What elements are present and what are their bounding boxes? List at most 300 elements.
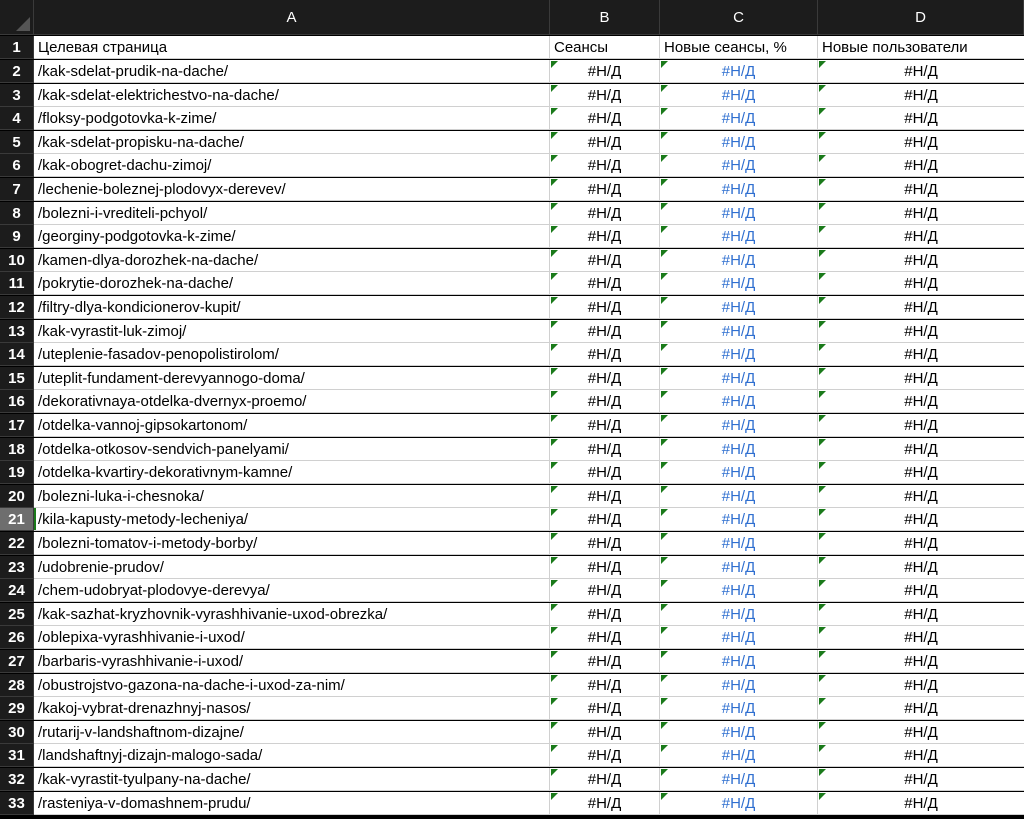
cell-new-sessions[interactable] xyxy=(660,60,818,83)
row-number[interactable]: 33 xyxy=(0,792,34,815)
cell-landing-page[interactable]: /udobrenie-prudov/ xyxy=(34,556,550,579)
cell-new-sessions-value: #Н/Д xyxy=(721,558,756,576)
cell-new-users[interactable] xyxy=(818,296,1024,319)
comment-marker-icon xyxy=(661,155,668,162)
cell-sessions[interactable] xyxy=(550,461,660,484)
row-number[interactable]: 24 xyxy=(0,579,34,602)
comment-marker-icon xyxy=(551,108,558,115)
cell-landing-page[interactable]: /kila-kapusty-metody-lecheniya/ xyxy=(34,508,550,531)
cell-sessions[interactable] xyxy=(550,107,660,130)
cell-new-sessions[interactable] xyxy=(660,744,818,767)
cell-new-users-value: #Н/Д xyxy=(904,700,938,718)
cell-new-sessions-value: #Н/Д xyxy=(721,653,756,670)
comment-marker-icon xyxy=(661,580,668,587)
cell-new-users[interactable] xyxy=(818,438,1024,461)
comment-marker-icon xyxy=(819,415,826,422)
cell-new-users[interactable] xyxy=(818,579,1024,602)
cell-new-users[interactable] xyxy=(818,390,1024,413)
cell-landing-page[interactable]: /uteplenie-fasadov-penopolistirolom/ xyxy=(34,343,550,366)
comment-marker-icon xyxy=(661,415,668,422)
comment-marker-icon xyxy=(551,391,558,398)
comment-marker-icon xyxy=(819,769,826,776)
row-number[interactable]: 17 xyxy=(0,414,34,437)
row-number[interactable]: 7 xyxy=(0,178,34,201)
column-header-d[interactable]: D xyxy=(818,0,1024,35)
cell-landing-page[interactable]: /rutarij-v-landshaftnom-dizajne/ xyxy=(34,721,550,744)
comment-marker-icon xyxy=(819,462,826,469)
comment-marker-icon xyxy=(819,273,826,280)
cell-sessions[interactable] xyxy=(550,508,660,531)
row-number[interactable]: 23 xyxy=(0,556,34,579)
cell-new-sessions-value: #Н/Д xyxy=(721,157,756,175)
column-header-row xyxy=(0,0,1024,24)
cell-sessions[interactable] xyxy=(550,249,660,272)
table-row xyxy=(0,744,1024,768)
cell-sessions-value: #Н/Д xyxy=(587,700,622,718)
table-row xyxy=(0,178,1024,202)
cell-sessions[interactable] xyxy=(550,225,660,248)
cell-sessions[interactable] xyxy=(550,579,660,602)
cell-sessions[interactable] xyxy=(550,343,660,366)
table-row xyxy=(0,272,1024,296)
cell-header-d-text: Новые пользователи xyxy=(822,39,968,56)
cell-new-sessions[interactable] xyxy=(660,202,818,225)
cell-sessions[interactable] xyxy=(550,202,660,225)
cell-new-sessions[interactable] xyxy=(660,320,818,343)
row-number[interactable]: 27 xyxy=(0,650,34,673)
cell-new-users[interactable] xyxy=(818,178,1024,201)
comment-marker-icon xyxy=(819,155,826,162)
comment-marker-icon xyxy=(551,486,558,493)
cell-landing-page[interactable]: /filtry-dlya-kondicionerov-kupit/ xyxy=(34,296,550,319)
comment-marker-icon xyxy=(551,557,558,564)
column-header-c[interactable]: C xyxy=(660,0,818,35)
cell-new-sessions[interactable] xyxy=(660,697,818,720)
row-number[interactable]: 31 xyxy=(0,744,34,767)
comment-marker-icon xyxy=(819,108,826,115)
cell-sessions[interactable] xyxy=(550,320,660,343)
row-number[interactable]: 2 xyxy=(0,60,34,83)
comment-marker-icon xyxy=(661,368,668,375)
cell-new-users-value: #Н/Д xyxy=(904,251,938,269)
cell-sessions[interactable] xyxy=(550,768,660,791)
cell-new-users[interactable] xyxy=(818,744,1024,767)
table-row xyxy=(0,650,1024,674)
cell-new-users[interactable] xyxy=(818,367,1024,390)
cell-sessions[interactable] xyxy=(550,272,660,295)
cell-new-sessions[interactable] xyxy=(660,626,818,649)
cell-new-sessions-value: #Н/Д xyxy=(721,393,756,411)
cell-new-users[interactable] xyxy=(818,131,1024,154)
cell-new-users[interactable] xyxy=(818,532,1024,555)
cell-new-sessions-value: #Н/Д xyxy=(721,440,756,458)
cell-new-users[interactable] xyxy=(818,485,1024,508)
cell-landing-page[interactable]: /oblepixa-vyrashhivanie-i-uxod/ xyxy=(34,626,550,649)
cell-sessions-value: #Н/Д xyxy=(587,417,622,434)
comment-marker-icon xyxy=(819,250,826,257)
cell-header-a[interactable]: Целевая страница xyxy=(34,36,550,59)
comment-marker-icon xyxy=(551,462,558,469)
cell-landing-page[interactable]: /bolezni-i-vrediteli-pchyol/ xyxy=(34,202,550,225)
cell-sessions[interactable] xyxy=(550,84,660,107)
comment-marker-icon xyxy=(661,203,668,210)
cell-new-sessions-value: #Н/Д xyxy=(721,535,756,552)
cell-sessions[interactable] xyxy=(550,390,660,413)
comment-marker-icon xyxy=(551,321,558,328)
cell-sessions-value: #Н/Д xyxy=(587,511,622,529)
table-row xyxy=(0,249,1024,273)
cell-sessions[interactable] xyxy=(550,674,660,697)
cell-new-sessions[interactable] xyxy=(660,249,818,272)
cell-landing-page[interactable]: /bolezni-luka-i-chesnoka/ xyxy=(34,485,550,508)
comment-marker-icon xyxy=(551,250,558,257)
cell-new-sessions-value: #Н/Д xyxy=(721,700,756,718)
comment-marker-icon xyxy=(661,745,668,752)
comment-marker-icon xyxy=(661,273,668,280)
cell-sessions-value: #Н/Д xyxy=(587,393,622,411)
cell-new-users-value: #Н/Д xyxy=(904,723,938,741)
cell-sessions-value: #Н/Д xyxy=(587,181,622,198)
cell-new-sessions[interactable] xyxy=(660,650,818,673)
row-number[interactable]: 5 xyxy=(0,131,34,154)
cell-header-c-text: Новые сеансы, % xyxy=(664,39,787,56)
cell-new-sessions[interactable] xyxy=(660,414,818,437)
cell-new-users[interactable] xyxy=(818,154,1024,177)
cell-sessions-value: #Н/Д xyxy=(587,275,622,293)
cell-new-sessions[interactable] xyxy=(660,792,818,815)
cell-new-users[interactable] xyxy=(818,697,1024,720)
cell-landing-page[interactable]: /kak-vyrastit-luk-zimoj/ xyxy=(34,320,550,343)
cell-new-users-value: #Н/Д xyxy=(904,275,938,293)
cell-landing-page[interactable]: /chem-udobryat-plodovye-derevya/ xyxy=(34,579,550,602)
cell-landing-page[interactable]: /georginy-podgotovka-k-zime/ xyxy=(34,225,550,248)
row-number[interactable]: 6 xyxy=(0,154,34,177)
cell-new-sessions[interactable] xyxy=(660,508,818,531)
row-number[interactable]: 28 xyxy=(0,674,34,697)
comment-marker-icon xyxy=(661,250,668,257)
table-row xyxy=(0,438,1024,462)
comment-marker-icon xyxy=(551,604,558,611)
cell-landing-page[interactable]: /floksy-podgotovka-k-zime/ xyxy=(34,107,550,130)
cell-sessions[interactable] xyxy=(550,721,660,744)
cell-sessions-value: #Н/Д xyxy=(587,157,622,175)
cell-new-users[interactable] xyxy=(818,626,1024,649)
cell-new-users-value: #Н/Д xyxy=(904,228,938,246)
row-number[interactable]: 11 xyxy=(0,272,34,295)
cell-new-sessions[interactable] xyxy=(660,225,818,248)
cell-sessions[interactable] xyxy=(550,367,660,390)
cell-new-sessions[interactable] xyxy=(660,438,818,461)
cell-new-users[interactable] xyxy=(818,650,1024,673)
comment-marker-icon xyxy=(819,580,826,587)
cell-new-users[interactable] xyxy=(818,414,1024,437)
comment-marker-icon xyxy=(819,368,826,375)
row-number[interactable]: 13 xyxy=(0,320,34,343)
comment-marker-icon xyxy=(551,698,558,705)
cell-sessions[interactable] xyxy=(550,792,660,815)
column-header-a[interactable]: A xyxy=(34,0,550,35)
comment-marker-icon xyxy=(551,203,558,210)
comment-marker-icon xyxy=(661,509,668,516)
row-number[interactable]: 18 xyxy=(0,438,34,461)
row-number[interactable]: 16 xyxy=(0,390,34,413)
cell-new-users-value: #Н/Д xyxy=(904,110,938,128)
cell-new-users[interactable] xyxy=(818,721,1024,744)
row-number[interactable]: 12 xyxy=(0,296,34,319)
table-row xyxy=(0,131,1024,155)
row-number[interactable]: 1 xyxy=(0,36,34,59)
cell-sessions[interactable] xyxy=(550,650,660,673)
cell-sessions[interactable] xyxy=(550,744,660,767)
row-number[interactable]: 10 xyxy=(0,249,34,272)
comment-marker-icon xyxy=(551,226,558,233)
row-number[interactable]: 9 xyxy=(0,225,34,248)
comment-marker-icon xyxy=(819,132,826,139)
row-number[interactable]: 8 xyxy=(0,202,34,225)
comment-marker-icon xyxy=(819,533,826,540)
cell-new-users[interactable] xyxy=(818,792,1024,815)
row-number[interactable]: 25 xyxy=(0,603,34,626)
cell-new-users-value: #Н/Д xyxy=(904,204,938,222)
comment-marker-icon xyxy=(551,85,558,92)
row-number[interactable]: 19 xyxy=(0,461,34,484)
cell-new-sessions[interactable] xyxy=(660,674,818,697)
cell-landing-page[interactable]: /otdelka-vannoj-gipsokartonom/ xyxy=(34,414,550,437)
cell-new-sessions[interactable] xyxy=(660,154,818,177)
comment-marker-icon xyxy=(661,297,668,304)
cell-landing-page[interactable]: /otdelka-kvartiry-dekorativnym-kamne/ xyxy=(34,461,550,484)
column-header-b[interactable]: B xyxy=(550,0,660,35)
cell-sessions[interactable] xyxy=(550,603,660,626)
cell-new-sessions-value: #Н/Д xyxy=(721,747,756,765)
table-row xyxy=(0,721,1024,745)
table-row xyxy=(0,485,1024,509)
cell-new-sessions[interactable] xyxy=(660,367,818,390)
comment-marker-icon xyxy=(551,439,558,446)
cell-landing-page[interactable]: /obustrojstvo-gazona-na-dache-i-uxod-za-nim/ xyxy=(34,674,550,697)
cell-new-users[interactable] xyxy=(818,320,1024,343)
cell-new-users[interactable] xyxy=(818,60,1024,83)
table-row xyxy=(0,532,1024,556)
cell-new-users[interactable] xyxy=(818,202,1024,225)
cell-sessions[interactable] xyxy=(550,414,660,437)
comment-marker-icon xyxy=(551,509,558,516)
select-all-corner[interactable] xyxy=(0,0,34,35)
cell-new-users-value: #Н/Д xyxy=(904,133,938,151)
comment-marker-icon xyxy=(551,155,558,162)
cell-new-users[interactable] xyxy=(818,556,1024,579)
cell-new-users-value: #Н/Д xyxy=(904,629,938,647)
cell-new-sessions-value: #Н/Д xyxy=(721,275,756,293)
comment-marker-icon xyxy=(551,415,558,422)
cell-landing-page[interactable]: /kak-sazhat-kryzhovnik-vyrashhivanie-uxod-obrezka/ xyxy=(34,603,550,626)
cell-landing-page[interactable]: /landshaftnyj-dizajn-malogo-sada/ xyxy=(34,744,550,767)
comment-marker-icon xyxy=(661,61,668,68)
cell-new-sessions[interactable] xyxy=(660,721,818,744)
cell-landing-page[interactable]: /lechenie-boleznej-plodovyx-derevev/ xyxy=(34,178,550,201)
cell-new-sessions[interactable] xyxy=(660,272,818,295)
comment-marker-icon xyxy=(819,698,826,705)
row-number[interactable]: 14 xyxy=(0,343,34,366)
cell-sessions[interactable] xyxy=(550,556,660,579)
cell-new-users[interactable] xyxy=(818,768,1024,791)
cell-new-sessions[interactable] xyxy=(660,131,818,154)
cell-landing-page[interactable]: /kak-sdelat-elektrichestvo-na-dache/ xyxy=(34,84,550,107)
row-number[interactable]: 30 xyxy=(0,721,34,744)
comment-marker-icon xyxy=(661,604,668,611)
cell-landing-page[interactable]: /otdelka-otkosov-sendvich-panelyami/ xyxy=(34,438,550,461)
comment-marker-icon xyxy=(661,486,668,493)
cell-sessions-value: #Н/Д xyxy=(587,228,622,246)
comment-marker-icon xyxy=(819,226,826,233)
comment-marker-icon xyxy=(661,557,668,564)
cell-sessions[interactable] xyxy=(550,60,660,83)
row-number[interactable]: 4 xyxy=(0,107,34,130)
cell-new-sessions[interactable] xyxy=(660,296,818,319)
cell-sessions-value: #Н/Д xyxy=(587,747,622,765)
cell-new-sessions-value: #Н/Д xyxy=(721,511,756,529)
table-row xyxy=(0,508,1024,532)
row-number[interactable]: 20 xyxy=(0,485,34,508)
cell-new-users[interactable] xyxy=(818,343,1024,366)
cell-header-b-text: Сеансы xyxy=(554,39,609,56)
row-number[interactable]: 32 xyxy=(0,768,34,791)
cell-landing-page[interactable]: /uteplit-fundament-derevyannogo-doma/ xyxy=(34,367,550,390)
table-row xyxy=(0,154,1024,178)
cell-new-users[interactable] xyxy=(818,107,1024,130)
cell-new-sessions-value: #Н/Д xyxy=(721,346,756,364)
cell-sessions-value: #Н/Д xyxy=(587,794,622,812)
cell-landing-page[interactable]: /barbaris-vyrashhivanie-i-uxod/ xyxy=(34,650,550,673)
table-row xyxy=(0,367,1024,391)
cell-header-b[interactable] xyxy=(550,36,660,59)
cell-new-sessions-value: #Н/Д xyxy=(721,369,756,387)
row-number[interactable]: 15 xyxy=(0,367,34,390)
cell-sessions[interactable] xyxy=(550,532,660,555)
cell-new-sessions[interactable] xyxy=(660,532,818,555)
row-number[interactable]: 21 xyxy=(0,508,34,531)
cell-new-sessions-value: #Н/Д xyxy=(721,629,756,647)
comment-marker-icon xyxy=(551,651,558,658)
cell-sessions-value: #Н/Д xyxy=(587,535,622,552)
cell-new-users[interactable] xyxy=(818,603,1024,626)
cell-new-users[interactable] xyxy=(818,461,1024,484)
cell-sessions[interactable] xyxy=(550,485,660,508)
row-number[interactable]: 29 xyxy=(0,697,34,720)
cell-landing-page[interactable]: /rasteniya-v-domashnem-prudu/ xyxy=(34,792,550,815)
cell-new-sessions[interactable] xyxy=(660,768,818,791)
cell-new-sessions[interactable] xyxy=(660,485,818,508)
cell-new-users[interactable] xyxy=(818,249,1024,272)
cell-new-users[interactable] xyxy=(818,508,1024,531)
comment-marker-icon xyxy=(551,297,558,304)
table-row xyxy=(0,626,1024,650)
comment-marker-icon xyxy=(661,722,668,729)
cell-sessions[interactable] xyxy=(550,154,660,177)
comment-marker-icon xyxy=(819,203,826,210)
comment-marker-icon xyxy=(819,651,826,658)
cell-new-users[interactable] xyxy=(818,225,1024,248)
cell-new-sessions-value: #Н/Д xyxy=(721,299,756,316)
cell-sessions[interactable] xyxy=(550,697,660,720)
cell-landing-page[interactable]: /bolezni-tomatov-i-metody-borby/ xyxy=(34,532,550,555)
table-row xyxy=(0,202,1024,226)
cell-new-sessions-value: #Н/Д xyxy=(721,86,756,104)
cell-new-sessions[interactable] xyxy=(660,343,818,366)
cell-new-sessions[interactable] xyxy=(660,84,818,107)
cell-new-sessions[interactable] xyxy=(660,556,818,579)
cell-new-sessions[interactable] xyxy=(660,579,818,602)
cell-sessions[interactable] xyxy=(550,296,660,319)
cell-new-users-value: #Н/Д xyxy=(904,511,938,529)
cell-new-sessions[interactable] xyxy=(660,390,818,413)
cell-sessions-value: #Н/Д xyxy=(587,322,622,340)
row-number[interactable]: 22 xyxy=(0,532,34,555)
cell-landing-page[interactable]: /kak-obogret-dachu-zimoj/ xyxy=(34,154,550,177)
comment-marker-icon xyxy=(661,132,668,139)
cell-landing-page[interactable]: /kakoj-vybrat-drenazhnyj-nasos/ xyxy=(34,697,550,720)
cell-landing-page[interactable]: /pokrytie-dorozhek-na-dache/ xyxy=(34,272,550,295)
cell-sessions-value: #Н/Д xyxy=(587,86,622,104)
cell-sessions-value: #Н/Д xyxy=(587,582,622,600)
table-row xyxy=(0,390,1024,414)
cell-landing-page[interactable]: /kamen-dlya-dorozhek-na-dache/ xyxy=(34,249,550,272)
cell-landing-page[interactable]: /dekorativnaya-otdelka-dvernyx-proemo/ xyxy=(34,390,550,413)
row-number[interactable]: 3 xyxy=(0,84,34,107)
cell-new-sessions[interactable] xyxy=(660,178,818,201)
cell-new-sessions[interactable] xyxy=(660,461,818,484)
comment-marker-icon xyxy=(819,745,826,752)
cell-new-users-value: #Н/Д xyxy=(904,794,938,812)
cell-new-sessions-value: #Н/Д xyxy=(721,133,756,151)
cell-sessions[interactable] xyxy=(550,178,660,201)
cell-new-sessions-value: #Н/Д xyxy=(721,228,756,246)
cell-new-users-value: #Н/Д xyxy=(904,487,938,505)
comment-marker-icon xyxy=(661,439,668,446)
table-row xyxy=(0,461,1024,485)
table-row xyxy=(0,603,1024,627)
cell-sessions[interactable] xyxy=(550,131,660,154)
comment-marker-icon xyxy=(661,391,668,398)
cell-header-c[interactable] xyxy=(660,36,818,59)
cell-landing-page[interactable]: /kak-vyrastit-tyulpany-na-dache/ xyxy=(34,768,550,791)
cell-new-users-value: #Н/Д xyxy=(904,582,938,600)
cell-sessions[interactable] xyxy=(550,438,660,461)
comment-marker-icon xyxy=(661,769,668,776)
row-number[interactable]: 26 xyxy=(0,626,34,649)
comment-marker-icon xyxy=(661,344,668,351)
cell-new-users-value: #Н/Д xyxy=(904,181,938,198)
cell-sessions-value: #Н/Д xyxy=(587,440,622,458)
cell-new-sessions[interactable] xyxy=(660,603,818,626)
table-row xyxy=(0,674,1024,698)
cell-new-users-value: #Н/Д xyxy=(904,771,938,788)
cell-new-sessions[interactable] xyxy=(660,107,818,130)
cell-landing-page[interactable]: /kak-sdelat-prudik-na-dache/ xyxy=(34,60,550,83)
cell-landing-page[interactable]: /kak-sdelat-propisku-na-dache/ xyxy=(34,131,550,154)
cell-new-users[interactable] xyxy=(818,272,1024,295)
cell-sessions-value: #Н/Д xyxy=(587,133,622,151)
cell-new-sessions-value: #Н/Д xyxy=(721,582,756,600)
cell-sessions[interactable] xyxy=(550,626,660,649)
cell-new-sessions-value: #Н/Д xyxy=(721,676,756,694)
cell-new-users-value: #Н/Д xyxy=(904,676,938,694)
cell-header-d[interactable] xyxy=(818,36,1024,59)
comment-marker-icon xyxy=(551,722,558,729)
comment-marker-icon xyxy=(819,604,826,611)
cell-new-users[interactable] xyxy=(818,84,1024,107)
cell-new-users[interactable] xyxy=(818,674,1024,697)
